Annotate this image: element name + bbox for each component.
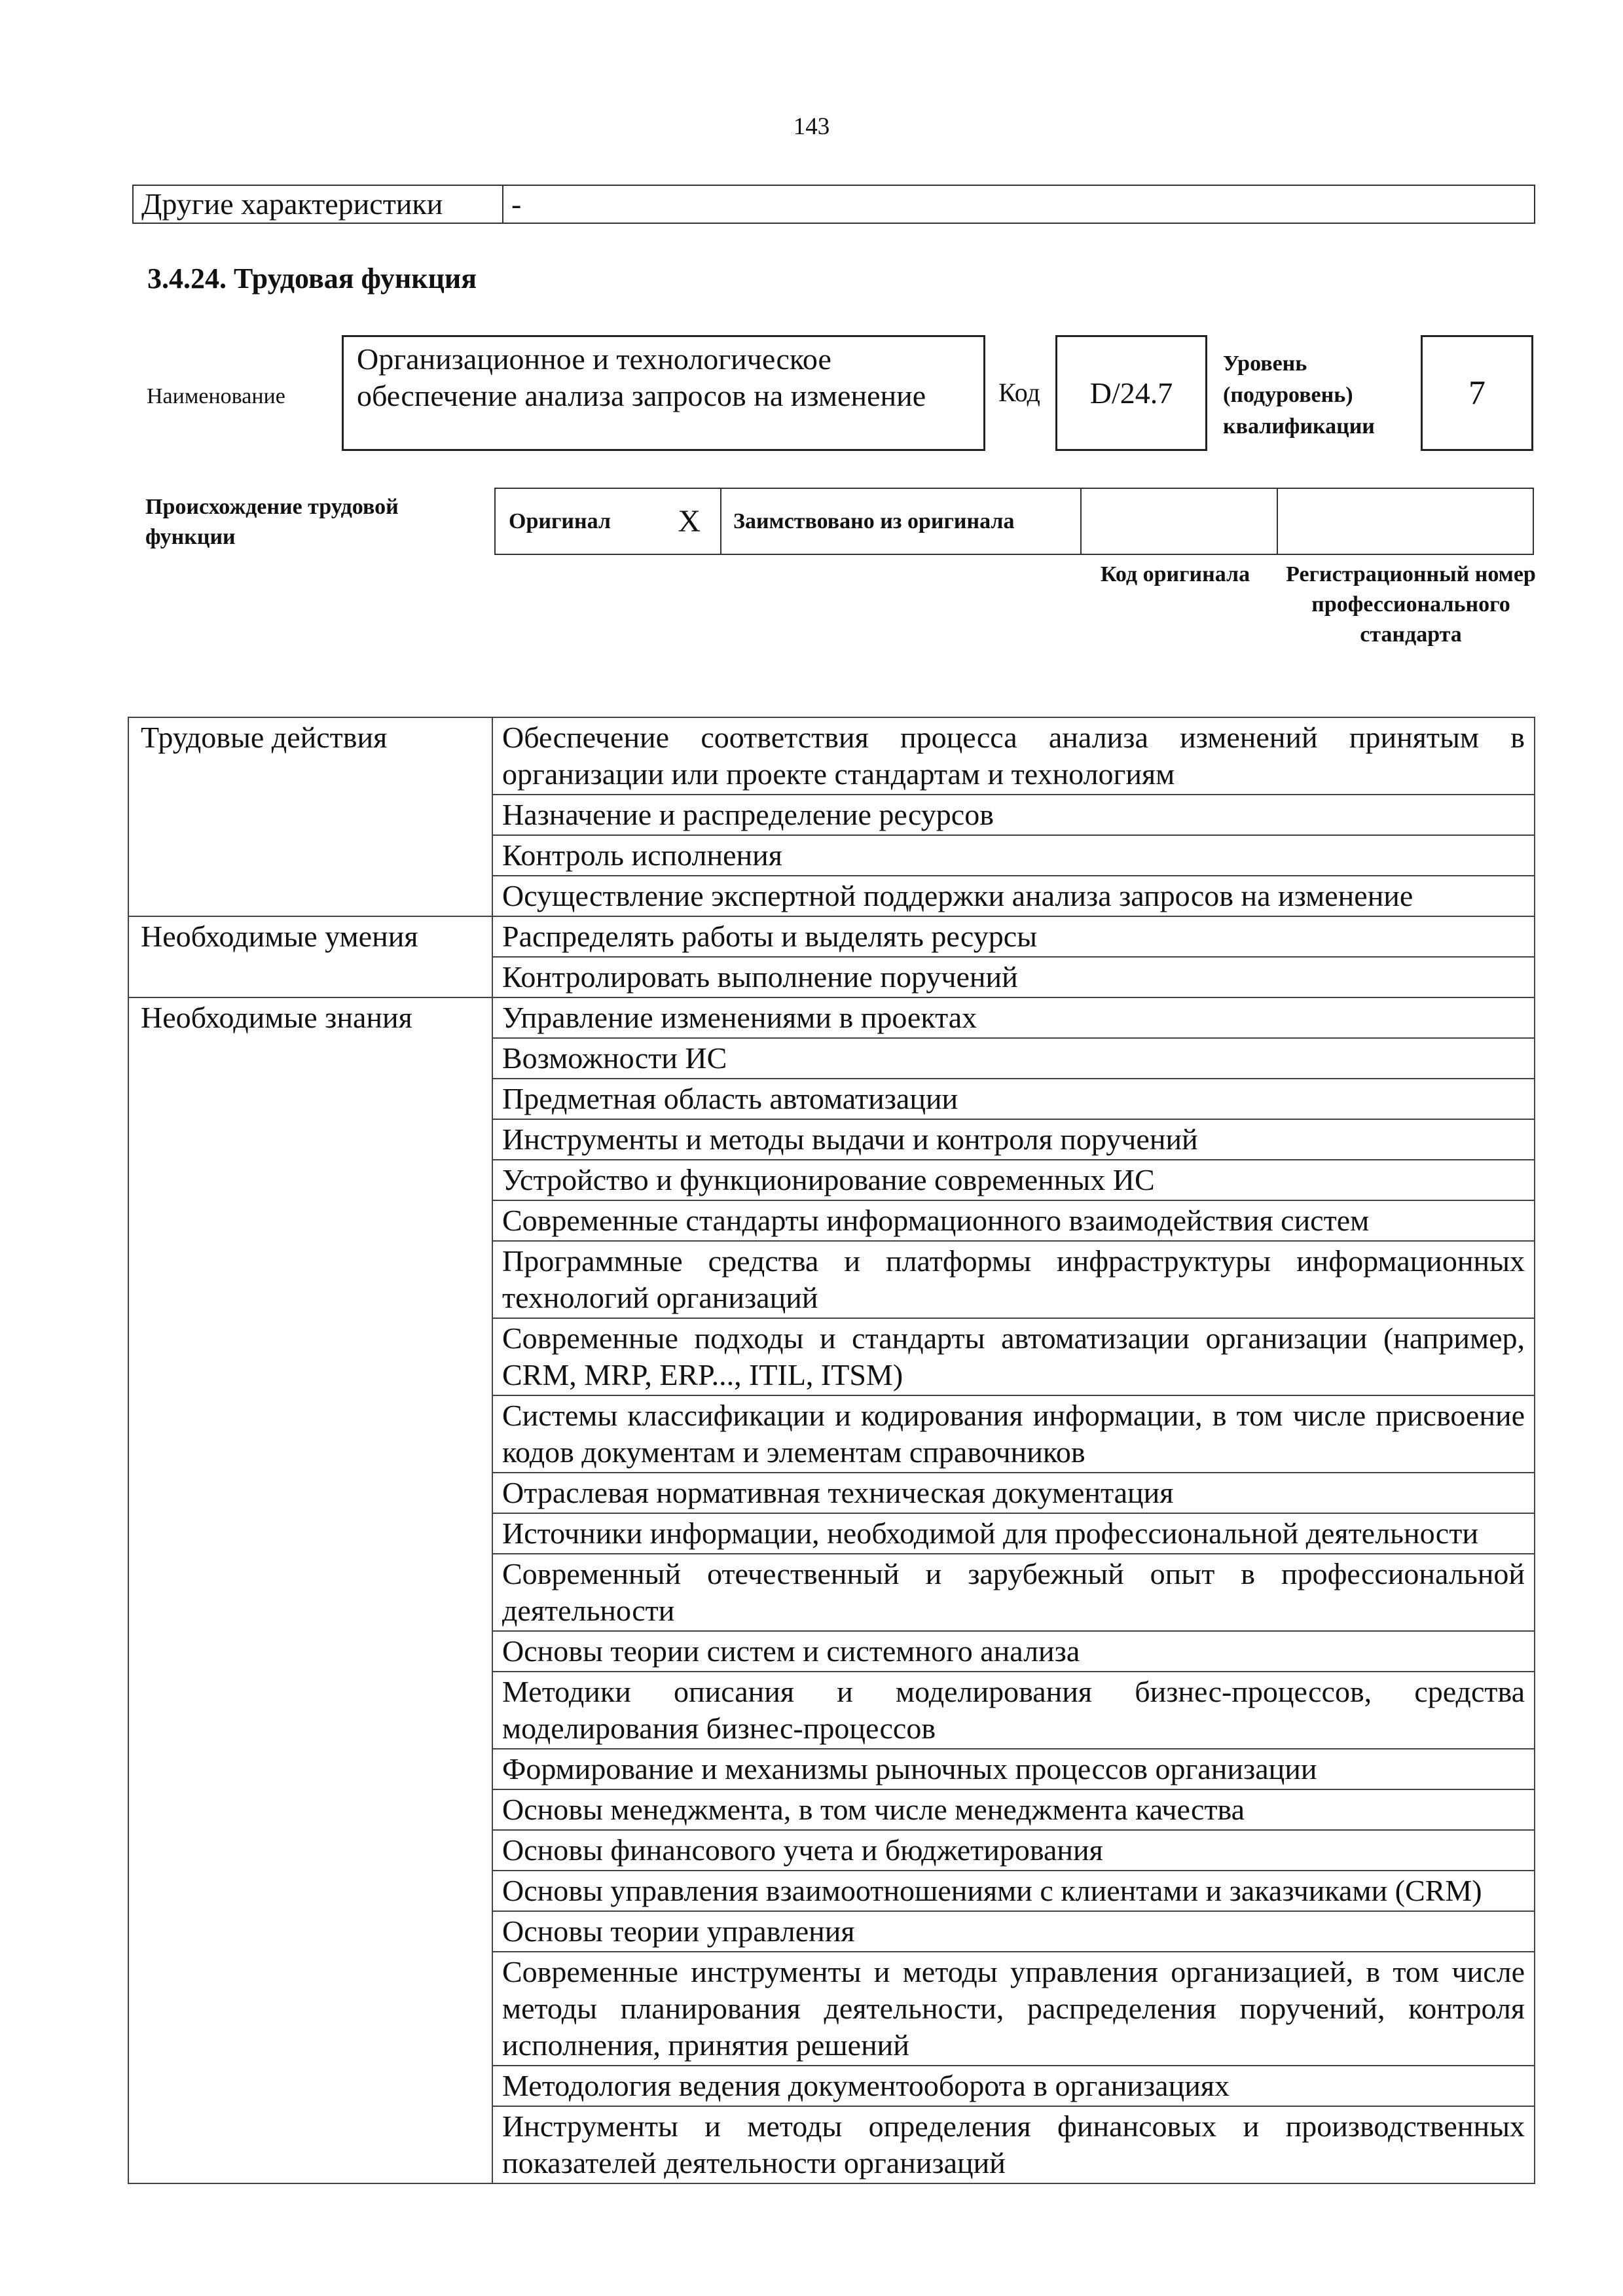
group-item: Инструменты и методы выдачи и контроля поручений (492, 1119, 1535, 1160)
qualification-level-box: 7 (1421, 335, 1533, 451)
group-item: Назначение и распределение ресурсов (492, 795, 1535, 835)
group-item: Программные средства и платформы инфраструктуры информационных технологий организаций (492, 1241, 1535, 1318)
function-code-box: D/24.7 (1055, 335, 1207, 451)
other-characteristics-table (132, 185, 1535, 224)
group-item: Предметная область автоматизации (492, 1079, 1535, 1119)
group-item: Основы финансового учета и бюджетирования (492, 1830, 1535, 1871)
group-item: Возможности ИС (492, 1038, 1535, 1079)
group-item: Системы классификации и кодирования информации, в том числе присвоение кодов документам и элементам справочников (492, 1395, 1535, 1473)
group-item: Отраслевая нормативная техническая документация (492, 1473, 1535, 1513)
group-item: Основы менеджмента, в том числе менеджмента качества (492, 1789, 1535, 1830)
section-title: 3.4.24. Трудовая функция (147, 262, 477, 295)
group-label: Трудовые действия (128, 717, 492, 916)
group-item: Методология ведения документооборота в организациях (492, 2066, 1535, 2106)
group-item: Современные подходы и стандарты автоматизации организации (например, CRM, MRP, ERP..., ITIL, ITSM) (492, 1318, 1535, 1395)
function-details-body (128, 717, 1535, 2183)
group-item: Формирование и механизмы рыночных процессов организации (492, 1749, 1535, 1789)
group-item: Контролировать выполнение поручений (492, 957, 1535, 997)
name-label: Наименование (147, 384, 285, 408)
table-row (128, 997, 1535, 1038)
origin-original-label: Оригинал (509, 509, 611, 533)
group-item: Основы теории систем и системного анализа (492, 1631, 1535, 1672)
function-name-box: Организационное и технологическое обеспечение анализа запросов на изменение (342, 335, 985, 451)
group-item: Источники информации, необходимой для профессиональной деятельности (492, 1513, 1535, 1554)
origin-table (494, 488, 1534, 555)
origin-reg-number-cell (1278, 489, 1533, 554)
other-characteristics-value: - (511, 187, 522, 221)
group-item: Современные стандарты информационного взаимодействия систем (492, 1200, 1535, 1241)
code-label: Код (998, 378, 1040, 407)
origin-original-cell (496, 489, 721, 554)
group-item: Управление изменениями в проектах (492, 997, 1535, 1038)
group-item: Методики описания и моделирования бизнес-процессов, средства моделирования бизнес-процессов (492, 1672, 1535, 1749)
origin-borrowed-cell: Заимствовано из оригинала (721, 489, 1082, 554)
page-number: 143 (793, 113, 830, 140)
group-label: Необходимые знания (128, 997, 492, 2183)
other-characteristics-label: Другие характеристики (134, 186, 503, 223)
group-label: Необходимые умения (128, 916, 492, 997)
group-item: Контроль исполнения (492, 835, 1535, 876)
origin-code-cell (1082, 489, 1278, 554)
table-row (128, 916, 1535, 957)
group-item: Осуществление экспертной поддержки анализа запросов на изменение (492, 876, 1535, 916)
group-item: Обеспечение соответствия процесса анализа изменений принятым в организации или проекте стандартам и технологиям (492, 717, 1535, 795)
group-item: Основы теории управления (492, 1911, 1535, 1952)
group-item: Современный отечественный и зарубежный опыт в профессиональной деятельности (492, 1554, 1535, 1631)
caption-reg-number: Регистрационный номер профессионального стандарта (1286, 562, 1536, 647)
origin-label: Происхождение трудовой функции (145, 495, 399, 549)
group-item: Устройство и функционирование современных ИС (492, 1160, 1535, 1200)
table-row (128, 717, 1535, 795)
qualification-level-label: Уровень (подуровень) квалификации (1223, 351, 1375, 439)
group-item: Современные инструменты и методы управления организацией, в том числе методы планирования деятельности, распределения поручений, контроля исполнения, принятия решений (492, 1952, 1535, 2066)
group-item: Основы управления взаимоотношениями с клиентами и заказчиками (CRM) (492, 1871, 1535, 1911)
caption-original-code: Код оригинала (1100, 562, 1250, 586)
function-details-table (128, 717, 1535, 2184)
origin-original-mark: X (678, 504, 701, 539)
group-item: Инструменты и методы определения финансовых и производственных показателей деятельности организаций (492, 2106, 1535, 2183)
group-item: Распределять работы и выделять ресурсы (492, 916, 1535, 957)
